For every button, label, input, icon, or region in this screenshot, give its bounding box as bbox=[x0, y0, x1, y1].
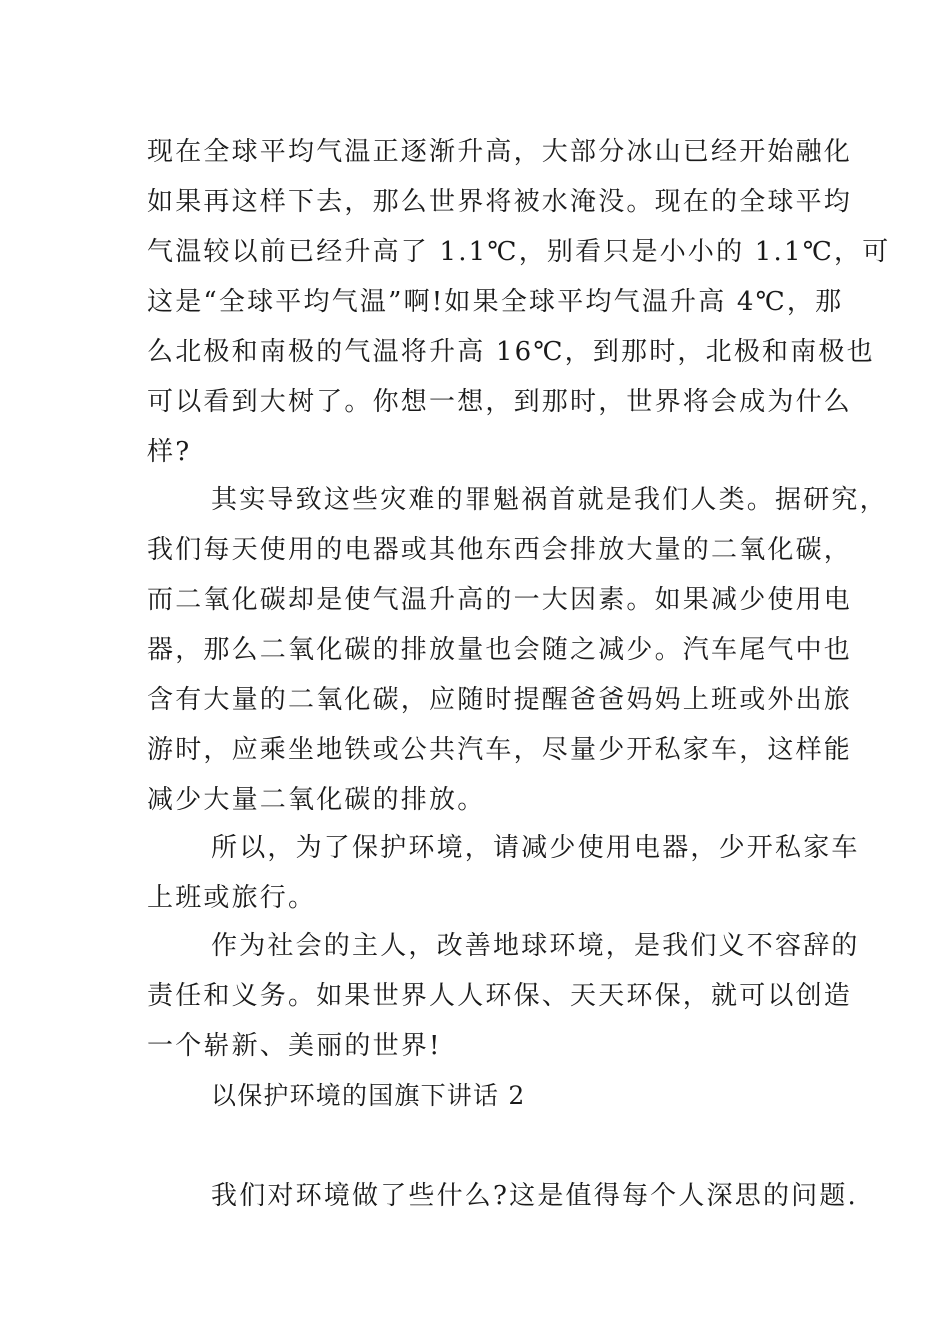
paragraph-line: 含有大量的二氧化碳，应随时提醒爸爸妈妈上班或外出旅 bbox=[147, 685, 853, 715]
paragraph-line: 我们对环境做了些什么?这是值得每个人深思的问题. bbox=[211, 1181, 859, 1211]
paragraph-line: 器，那么二氧化碳的排放量也会随之减少。汽车尾气中也 bbox=[147, 635, 853, 665]
paragraph-line: 一个崭新、美丽的世界! bbox=[147, 1031, 442, 1061]
paragraph-line: 如果再这样下去，那么世界将被水淹没。现在的全球平均 bbox=[147, 187, 853, 217]
paragraph-line: 我们每天使用的电器或其他东西会排放大量的二氧化碳， bbox=[147, 535, 853, 565]
paragraph-line: 气温较以前已经升高了 1.1℃，别看只是小小的 1.1℃，可 bbox=[147, 237, 891, 267]
paragraph-line: 上班或旅行。 bbox=[147, 883, 317, 913]
paragraph-line: 所以，为了保护环境，请减少使用电器，少开私家车 bbox=[211, 833, 860, 863]
paragraph-line: 减少大量二氧化碳的排放。 bbox=[147, 785, 486, 815]
paragraph-line: 么北极和南极的气温将升高 16℃，到那时，北极和南极也 bbox=[147, 337, 875, 367]
paragraph-line: 可以看到大树了。你想一想，到那时，世界将会成为什么 bbox=[147, 387, 853, 417]
paragraph-line: 责任和义务。如果世界人人环保、天天环保，就可以创造 bbox=[147, 981, 853, 1011]
paragraph-line: 作为社会的主人，改善地球环境，是我们义不容辞的 bbox=[211, 931, 860, 961]
paragraph-line: 现在全球平均气温正逐渐升高，大部分冰山已经开始融化 bbox=[147, 137, 853, 167]
paragraph-line: 样? bbox=[147, 437, 192, 467]
paragraph-line: 游时，应乘坐地铁或公共汽车，尽量少开私家车，这样能 bbox=[147, 735, 853, 765]
paragraph-line: 这是“全球平均气温”啊!如果全球平均气温升高 4℃，那 bbox=[147, 287, 844, 317]
paragraph-line: 其实导致这些灾难的罪魁祸首就是我们人类。据研究， bbox=[211, 485, 888, 515]
section-heading: 以保护环境的国旗下讲话 2 bbox=[211, 1081, 526, 1110]
paragraph-line: 而二氧化碳却是使气温升高的一大因素。如果减少使用电 bbox=[147, 585, 853, 615]
